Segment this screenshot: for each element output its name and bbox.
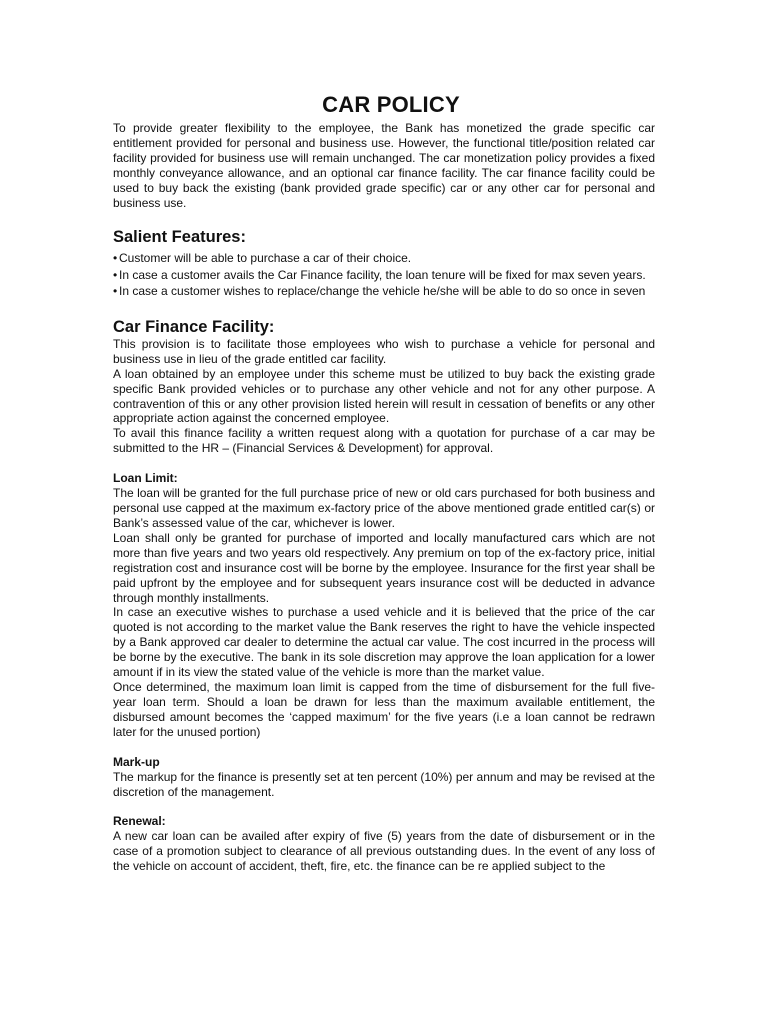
renewal-heading: Renewal: [113,814,166,829]
loan-limit-paragraph: Once determined, the maximum loan limit is capped from the time of disbursement for the full five-year loan term. Should a loan be drawn for less than the maximum available entitlement, the disbursed amount becomes the ‘capped maximum’ for the five years (i.e a loan cannot be redrawn later for the unused portion) [113,679,655,739]
finance-paragraph: This provision is to facilitate those employees who wish to purchase a vehicle for personal and business use in lieu of the grade entitled car facility. [113,336,655,366]
intro-paragraph: To provide greater flexibility to the employee, the Bank has monetized the grade specific car entitlement provided for personal and business use. However, the functional title/position related car facility provided for business use will remain unchanged. The car monetization policy provides a fixed monthly conveyance allowance, and an optional car finance facility. The car finance facility could be used to buy back the existing (bank provided grade specific) car or any other car for personal and business use. [113,121,655,210]
loan-limit-heading: Loan Limit: [113,471,178,486]
renewal-paragraph: A new car loan can be availed after expiry of five (5) years from the date of disbursement or in the case of a promotion subject to clearance of all previous outstanding dues. In the event of any loss of the vehicle on account of accident, theft, fire, etc. the finance can be re applied subject to the [113,829,655,874]
salient-features-heading: Salient Features: [113,228,246,247]
salient-bullet-item [113,283,655,300]
document-page [113,92,655,874]
salient-bullet-item [113,267,655,284]
markup-paragraph: The markup for the finance is presently set at ten percent (10%) per annum and may be revised at the discretion of the management. [113,769,655,799]
loan-limit-paragraph: Loan shall only be granted for purchase of imported and locally manufactured cars which are not more than five years and two years old respectively. Any premium on top of the ex-factory price, initial registration cost and insurance cost will be borne by the employee. Insurance for the first year shall be paid upfront by the employee and for subsequent years insurance cost will be deducted in advance through monthly installments. [113,530,655,605]
finance-paragraph: A loan obtained by an employee under this scheme must be utilized to buy back the existing grade specific Bank provided vehicles or to purchase any other vehicle and not for any other purpose. A contravention of this or any other provision listed herein will result in cessation of benefits or any other appropriate action against the concerned employee. [113,366,655,426]
bullet-icon: • [113,251,118,266]
bullet-icon: • [113,284,118,299]
bullet-text: Customer will be able to purchase a car of their choice. [119,251,412,266]
loan-limit-paragraph: The loan will be granted for the full purchase price of new or old cars purchased for both business and personal use capped at the maximum ex-factory price of the above mentioned grade entitled car(s) or Bank’s assessed value of the car, whichever is lower. [113,486,655,530]
bullet-icon: • [113,267,118,282]
salient-bullet-item [113,250,655,267]
bullet-text: In case a customer wishes to replace/change the vehicle he/she will be able to do so once in seven [119,284,646,299]
loan-limit-paragraph: In case an executive wishes to purchase a used vehicle and it is believed that the price of the car quoted is not according to the market value the Bank reserves the right to have the vehicle inspected by a Bank approved car dealer to determine the actual car value. The cost incurred in the process will be borne by the executive. The bank in its sole discretion may approve the loan application for a lower amount if in its view the stated value of the vehicle is more than the market value. [113,605,655,680]
car-finance-heading: Car Finance Facility: [113,317,275,336]
finance-paragraph: To avail this finance facility a written request along with a quotation for purchase of a car may be submitted to the HR – (Financial Services & Development) for approval. [113,426,655,456]
markup-heading: Mark-up [113,754,160,769]
bullet-text: In case a customer avails the Car Finance facility, the loan tenure will be fixed for max seven years. [119,267,646,282]
page-title: CAR POLICY [322,92,460,117]
